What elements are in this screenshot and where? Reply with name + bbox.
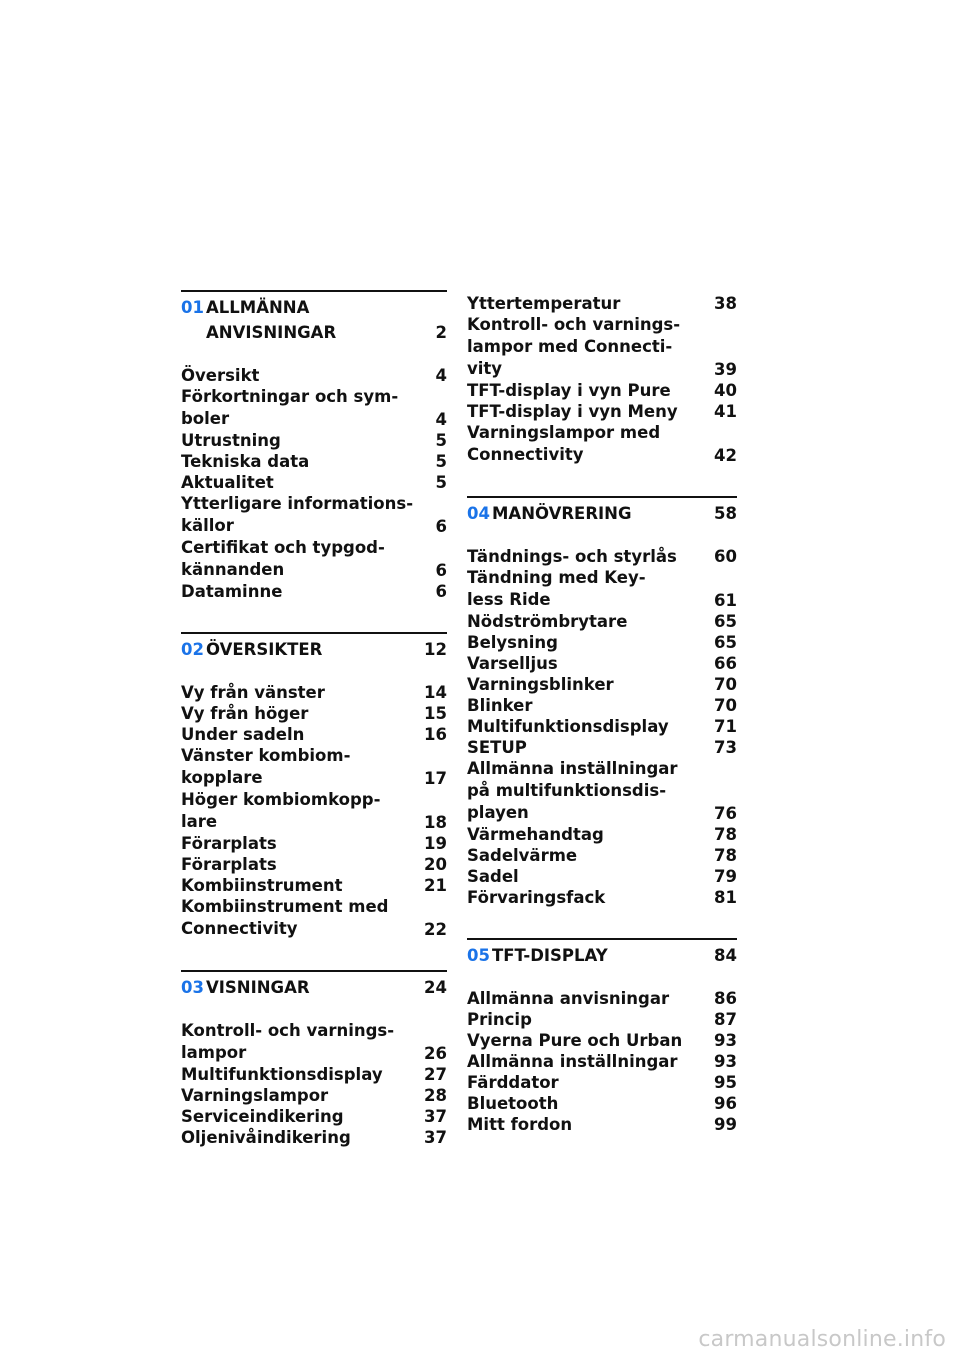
section-page: 2 (435, 323, 447, 342)
toc-entry-page: 17 (424, 769, 447, 788)
toc-section (467, 496, 737, 908)
toc-entry-page: 19 (424, 834, 447, 853)
toc-entry-title: Översikt (181, 366, 260, 385)
toc-entry-page: 27 (424, 1065, 447, 1084)
toc-entry-page: 15 (424, 704, 447, 723)
toc-entry-page: 60 (714, 547, 737, 566)
toc-entry[interactable] (181, 724, 447, 745)
toc-entry[interactable] (467, 314, 737, 380)
toc-entry[interactable] (467, 674, 737, 695)
toc-entry[interactable] (181, 1085, 447, 1106)
watermark: carmanualsonline.info (698, 1327, 946, 1352)
toc-entry[interactable] (467, 546, 737, 567)
toc-entry-page: 5 (435, 473, 447, 492)
toc-entry[interactable] (467, 695, 737, 716)
toc-entry-page: 37 (424, 1107, 447, 1126)
toc-entry[interactable] (181, 854, 447, 875)
toc-entry[interactable] (467, 1030, 737, 1051)
toc-entry[interactable] (181, 581, 447, 602)
toc-entry[interactable] (181, 537, 447, 581)
toc-entry-title: Ytterligare informations- källor (181, 494, 414, 535)
toc-section (181, 632, 447, 940)
toc-entry[interactable] (467, 1093, 737, 1114)
toc-entry-page: 42 (714, 446, 737, 465)
section-title: TFT-DISPLAY (492, 946, 608, 965)
toc-entry-page: 78 (714, 825, 737, 844)
section-number: 05 (467, 946, 490, 965)
toc-entry[interactable] (181, 451, 447, 472)
toc-entry-page: 78 (714, 846, 737, 865)
toc-entry-page: 37 (424, 1128, 447, 1147)
toc-entry-page: 99 (714, 1115, 737, 1134)
toc-entry-page: 65 (714, 612, 737, 631)
section-page: 84 (714, 946, 737, 965)
toc-entry-title: Varselljus (467, 654, 558, 673)
section-heading[interactable] (181, 290, 447, 345)
toc-entry-page: 40 (714, 381, 737, 400)
section-title: ÖVERSIKTER (206, 640, 323, 659)
toc-entry[interactable] (181, 875, 447, 896)
toc-entry[interactable] (181, 833, 447, 854)
toc-entry-page: 5 (435, 431, 447, 450)
toc-entry[interactable] (467, 653, 737, 674)
toc-entry-page: 71 (714, 717, 737, 736)
toc-entry-page: 21 (424, 876, 447, 895)
toc-entry-title: Oljenivåindikering (181, 1128, 351, 1147)
toc-entry-title: Förarplats (181, 855, 277, 874)
toc-entry-title: Certifikat och typgod- kännanden (181, 538, 385, 579)
toc-entry-page: 41 (714, 402, 737, 421)
toc-entry-title: Sadelvärme (467, 846, 578, 865)
toc-entry-page: 73 (714, 738, 737, 757)
toc-entry[interactable] (467, 1009, 737, 1030)
toc-entry-page: 65 (714, 633, 737, 652)
toc-entry-title: Vy från höger (181, 704, 309, 723)
toc-entry-title: Allmänna anvisningar (467, 989, 670, 1008)
toc-entry-title: Kombiinstrument (181, 876, 343, 895)
toc-entry-title: Nödströmbrytare (467, 612, 628, 631)
toc-entry-page: 79 (714, 867, 737, 886)
toc-entry[interactable] (467, 716, 737, 737)
section-title: VISNINGAR (206, 978, 310, 997)
section-heading[interactable] (467, 496, 737, 526)
toc-entry[interactable] (181, 365, 447, 386)
toc-entry-title: Varningslampor (181, 1086, 329, 1105)
toc-entry-page: 20 (424, 855, 447, 874)
toc-entry[interactable] (181, 1020, 447, 1064)
toc-entry-page: 87 (714, 1010, 737, 1029)
toc-continuation (467, 293, 737, 466)
toc-entry-page: 70 (714, 675, 737, 694)
toc-entry-title: Färddator (467, 1073, 559, 1092)
toc-entry[interactable] (467, 293, 737, 314)
toc-entry[interactable] (467, 401, 737, 422)
toc-entry-title: Tändnings- och styrlås (467, 547, 677, 566)
toc-entry[interactable] (467, 422, 737, 466)
toc-entry-page: 39 (714, 360, 737, 379)
toc-entry-title: Allmänna inställningar (467, 1052, 678, 1071)
toc-entry-title: Förarplats (181, 834, 277, 853)
toc-entry-page: 5 (435, 452, 447, 471)
toc-left-column (181, 290, 447, 1178)
toc-entry-page: 86 (714, 989, 737, 1008)
toc-section (181, 290, 447, 602)
toc-entry[interactable] (181, 1064, 447, 1085)
section-heading[interactable] (181, 632, 447, 662)
toc-entry-page: 61 (714, 591, 737, 610)
toc-entry-title: Förvaringsfack (467, 888, 606, 907)
toc-entry-title: Dataminne (181, 582, 283, 601)
toc-right-column (467, 290, 737, 1165)
toc-entry-title: Tekniska data (181, 452, 310, 471)
toc-entry-page: 6 (435, 517, 447, 536)
toc-entry-page: 26 (424, 1044, 447, 1063)
toc-entry-title: Blinker (467, 696, 533, 715)
toc-entry[interactable] (467, 1072, 737, 1093)
toc-entry[interactable] (181, 703, 447, 724)
toc-entry[interactable] (467, 737, 737, 758)
toc-entry-page: 38 (714, 294, 737, 313)
toc-entry-title: Förkortningar och sym- boler (181, 387, 399, 428)
toc-entry-title: Kontroll- och varnings- lampor (181, 1021, 395, 1062)
toc-entry-page: 18 (424, 813, 447, 832)
toc-entry-title: Varningslampor med Connectivity (467, 423, 661, 464)
toc-entry-title: Multifunktionsdisplay (181, 1065, 383, 1084)
toc-entry[interactable] (467, 567, 737, 611)
section-heading[interactable] (467, 938, 737, 968)
toc-entry-page: 14 (424, 683, 447, 702)
toc-entry[interactable] (467, 380, 737, 401)
toc-entry[interactable] (467, 758, 737, 824)
toc-entry-title: Höger kombiomkopp- lare (181, 790, 381, 831)
toc-entry-title: Vänster kombiom- kopplare (181, 746, 351, 787)
toc-entry[interactable] (181, 896, 447, 940)
toc-entry-page: 96 (714, 1094, 737, 1113)
toc-entry-title: Kontroll- och varnings- lampor med Connecti- vity (467, 315, 681, 378)
toc-entry-title: TFT-display i vyn Meny (467, 402, 678, 421)
toc-entry-page: 6 (435, 582, 447, 601)
toc-entry[interactable] (467, 845, 737, 866)
toc-entry-title: Mitt fordon (467, 1115, 573, 1134)
section-page: 58 (714, 504, 737, 523)
toc-entry-title: Multifunktionsdisplay (467, 717, 669, 736)
toc-entry[interactable] (181, 1127, 447, 1148)
toc-entry-title: TFT-display i vyn Pure (467, 381, 671, 400)
toc-entry-title: Utrustning (181, 431, 281, 450)
section-number: 03 (181, 978, 204, 997)
toc-entry[interactable] (181, 1106, 447, 1127)
toc-entry-page: 28 (424, 1086, 447, 1105)
toc-entry[interactable] (467, 824, 737, 845)
section-number: 01 (181, 298, 204, 317)
toc-entry[interactable] (181, 745, 447, 789)
toc-entry[interactable] (181, 430, 447, 451)
toc-entry-page: 93 (714, 1031, 737, 1050)
toc-entry-title: Sadel (467, 867, 519, 886)
toc-entry-page: 95 (714, 1073, 737, 1092)
toc-entry-title: Vy från vänster (181, 683, 325, 702)
toc-entry[interactable] (467, 887, 737, 908)
toc-entry[interactable] (467, 632, 737, 653)
toc-entry-page: 16 (424, 725, 447, 744)
toc-entry-page: 4 (435, 410, 447, 429)
toc-entry[interactable] (181, 682, 447, 703)
toc-entry[interactable] (181, 789, 447, 833)
toc-entry[interactable] (467, 988, 737, 1009)
toc-entry-title: Varningsblinker (467, 675, 614, 694)
toc-entry-page: 4 (435, 366, 447, 385)
toc-entry[interactable] (467, 1051, 737, 1072)
toc-entry-title: Yttertemperatur (467, 294, 621, 313)
toc-section (181, 970, 447, 1148)
toc-entry-title: Serviceindikering (181, 1107, 344, 1126)
toc-entry-title: Under sadeln (181, 725, 305, 744)
toc-entry-page: 81 (714, 888, 737, 907)
section-heading[interactable] (181, 970, 447, 1000)
section-title: MANÖVRERING (492, 504, 632, 523)
toc-entry-title: Kombiinstrument med Connectivity (181, 897, 389, 938)
toc-entry[interactable] (181, 472, 447, 493)
section-number: 02 (181, 640, 204, 659)
toc-entry-page: 70 (714, 696, 737, 715)
section-page: 12 (424, 640, 447, 659)
toc-entry-page: 22 (424, 920, 447, 939)
toc-entry-title: SETUP (467, 738, 527, 757)
toc-entry-page: 76 (714, 804, 737, 823)
toc-entry-page: 93 (714, 1052, 737, 1071)
toc-entry-title: Aktualitet (181, 473, 274, 492)
toc-entry[interactable] (467, 866, 737, 887)
toc-entry-page: 6 (435, 561, 447, 580)
toc-entry[interactable] (467, 1114, 737, 1135)
section-page: 24 (424, 978, 447, 997)
toc-entry-title: Vyerna Pure och Urban (467, 1031, 683, 1050)
toc-entry-page: 66 (714, 654, 737, 673)
toc-section (467, 938, 737, 1135)
toc-entry-title: Bluetooth (467, 1094, 559, 1113)
toc-entry[interactable] (467, 611, 737, 632)
toc-entry-title: Tändning med Key- less Ride (467, 568, 646, 609)
toc-entry[interactable] (181, 493, 447, 537)
section-number: 04 (467, 504, 490, 523)
toc-entry-title: Allmänna inställningar på multifunktionsdis- playen (467, 759, 678, 822)
toc-entry-title: Princip (467, 1010, 532, 1029)
toc-entry-title: Belysning (467, 633, 558, 652)
section-title: ALLMÄNNA ANVISNINGAR (206, 298, 337, 342)
toc-entry-title: Värmehandtag (467, 825, 604, 844)
toc-entry[interactable] (181, 386, 447, 430)
